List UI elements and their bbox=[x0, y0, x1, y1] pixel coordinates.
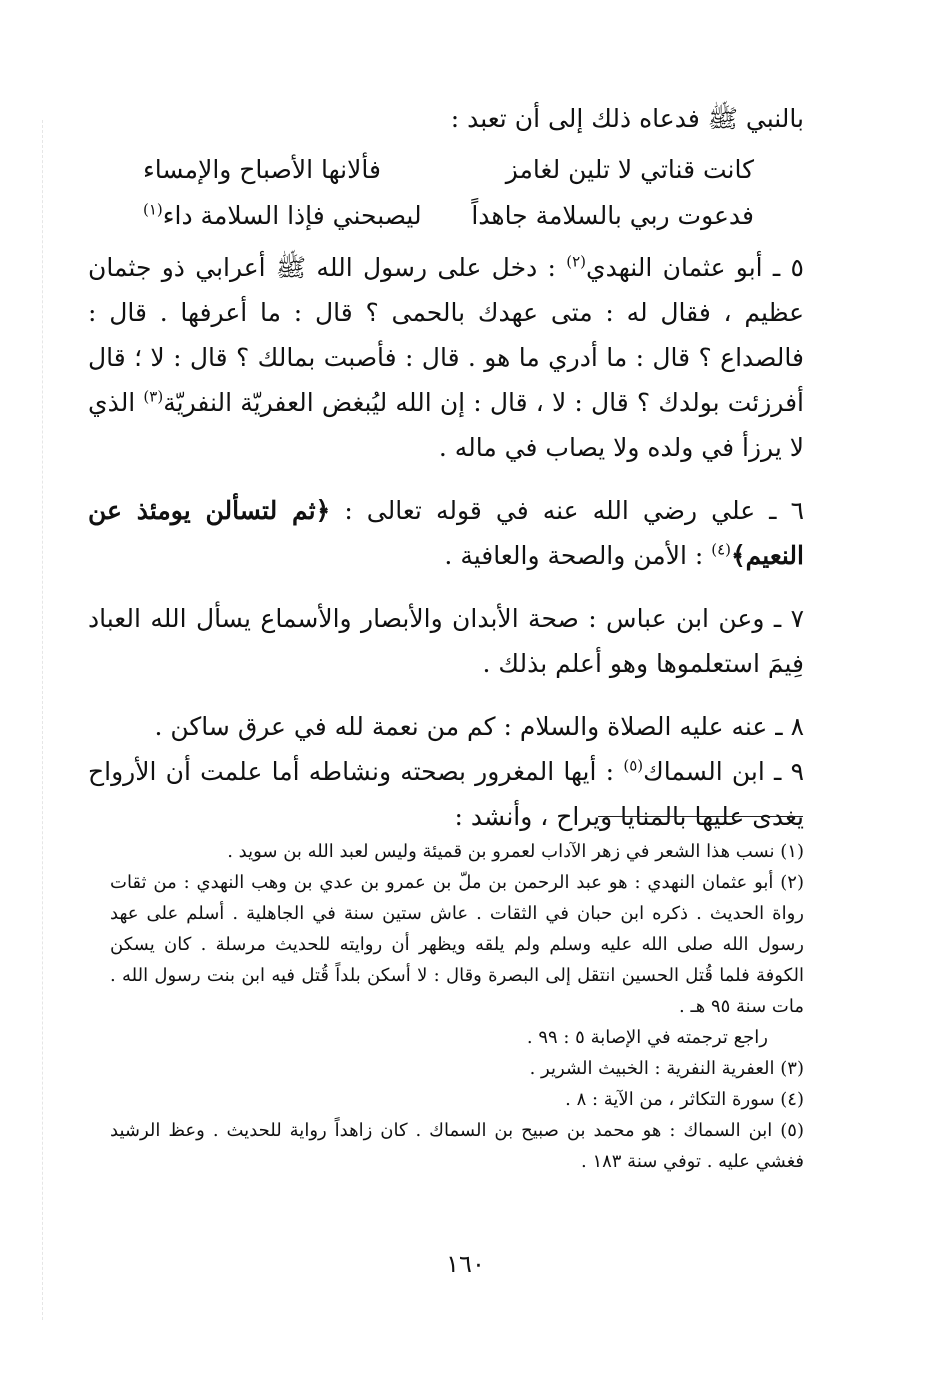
footnote-ref: (٥) bbox=[623, 756, 644, 775]
footnote-ref: (١) bbox=[143, 200, 163, 219]
verse-1 bbox=[143, 147, 754, 193]
main-text bbox=[88, 96, 804, 839]
footnote-separator bbox=[598, 816, 803, 817]
footnote-3: (٣) العفرية النفرية : الخبيث الشرير . bbox=[529, 1058, 804, 1079]
footnote-number: (٣) bbox=[780, 1058, 804, 1079]
verse-1-first-hemistich: كانت قناتي لا تلين لغامز bbox=[505, 155, 754, 184]
footnote-4: (٤) سورة التكاثر ، من الآية : ٨ . bbox=[565, 1089, 804, 1110]
footnote-2-reference: راجع ترجمته في الإصابة ٥ : ٩٩ . bbox=[526, 1027, 768, 1048]
item-7: ٧ ـ وعن ابن عباس : صحة الأبدان والأبصار والأسماع يسأل الله العباد فِيمَ استعلموها وهو أعلم بذلك . bbox=[88, 604, 804, 678]
verse-2 bbox=[143, 193, 754, 239]
intro-line: بالنبي ﷺ فدعاه ذلك إلى أن تعبد : bbox=[450, 104, 804, 133]
footnote-ref: (٣) bbox=[143, 387, 164, 406]
footnote-number: (١) bbox=[780, 841, 804, 862]
footnote-2: (٢) أبو عثمان النهدي : هو عبد الرحمن بن ملّ بن عمرو بن عدي بن وهب النهدي : من ثقات رواة الحديث . ذكره ابن حبان في الثقات . عاش ستين سنة في الجاهلية . أسلم على عهد رسول الله صلى الله عليه وسلم ولم يلقه ويظهر أن روايته للحديث مرسلة . كان يسكن الكوفة فلما قُتل الحسين انتقل إلى البصرة وقال : لا أسكن بلداً قُتل فيه ابن بنت رسول الله . مات سنة ٩٥ هـ . bbox=[110, 872, 804, 1017]
verse-1-second-hemistich: فألانها الأصباح والإمساء bbox=[143, 155, 381, 184]
item-5: ٥ ـ أبو عثمان النهدي$^{(٢)}$ : دخل على رسول الله ﷺ أعرابي ذو جثمان عظيم ، فقال له : متى عهدك بالحمى ؟ قال : ما أعرفها . قال : فالصداع ؟ قال : ما أدري ما هو . قال : فأصبت بمالك ؟ قال : لا ؛ قال أفرزئت بولدك ؟ قال : لا ، قال : إن الله ليُبغض العفريّة النفريّة$^{(٣)}$ الذي لا يرزأ في ولده ولا يصاب في ماله . bbox=[88, 252, 804, 462]
item-9: ٩ ـ ابن السماك$^{(٥)}$ : أيها المغرور بصحته ونشاطه أما علمت أن الأرواح يغدى عليها بالمنايا ويراح ، وأنشد : bbox=[88, 756, 805, 831]
footnote-ref: (٤) bbox=[711, 540, 731, 559]
page-number: ١٦٠ bbox=[446, 1250, 485, 1278]
scan-edge bbox=[42, 120, 43, 1320]
verse-2-first-hemistich: فدعوت ربي بالسلامة جاهداً bbox=[471, 201, 754, 230]
item-6: ٦ ـ علي رضي الله عنه في قوله تعالى : ﴿ثم لتسألن يومئذ عن النعيم﴾$^{(٤)}$ : الأمن والصحة والعافية . bbox=[88, 496, 804, 570]
footnote-1: (١) نسب هذا الشعر في زهر الآداب لعمرو بن قميئة وليس لعبد الله بن سويد . bbox=[227, 841, 804, 862]
footnote-ref: (٢) bbox=[566, 252, 586, 271]
verse-2-second-hemistich: ليصبحني فإذا السلامة داء$^{(١)}$ bbox=[143, 200, 422, 230]
item-8: ٨ ـ عنه عليه الصلاة والسلام : كم من نعمة لله في عرق ساكن . bbox=[154, 712, 804, 741]
footnote-number: (٥) bbox=[780, 1120, 804, 1141]
footnote-number: (٤) bbox=[780, 1089, 804, 1110]
footnotes bbox=[110, 836, 804, 1177]
poem bbox=[143, 147, 754, 239]
quran-verse: ﴿ثم لتسألن يومئذ عن النعيم﴾ bbox=[88, 496, 804, 570]
footnote-number: (٢) bbox=[780, 872, 804, 893]
footnote-5: (٥) ابن السماك : هو محمد بن صبيح بن السماك . كان زاهداً رواية للحديث . وعظ الرشيد فغشي عليه . توفي سنة ١٨٣ . bbox=[110, 1120, 804, 1172]
